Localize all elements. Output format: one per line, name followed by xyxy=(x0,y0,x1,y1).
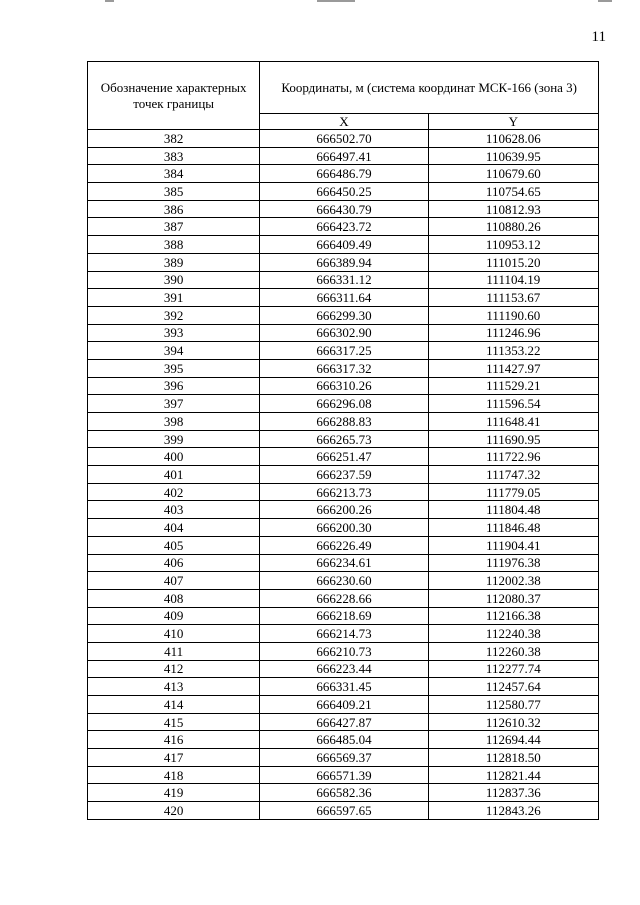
point-cell: 408 xyxy=(88,589,260,607)
y-cell: 112277.74 xyxy=(428,660,598,678)
point-cell: 415 xyxy=(88,713,260,731)
y-cell: 111596.54 xyxy=(428,395,598,413)
table-row xyxy=(88,766,599,784)
y-cell: 112080.37 xyxy=(428,589,598,607)
x-cell: 666409.49 xyxy=(260,236,428,254)
y-cell: 111190.60 xyxy=(428,306,598,324)
y-cell: 111747.32 xyxy=(428,466,598,484)
scan-artifact-left xyxy=(105,0,114,2)
x-cell: 666409.21 xyxy=(260,696,428,714)
table-row xyxy=(88,678,599,696)
point-cell: 419 xyxy=(88,784,260,802)
x-cell: 666302.90 xyxy=(260,324,428,342)
table-row xyxy=(88,289,599,307)
x-cell: 666230.60 xyxy=(260,572,428,590)
header-coordinates: Координаты, м (система координат МСК-166 (зона 3) xyxy=(260,62,599,114)
table-row xyxy=(88,236,599,254)
point-cell: 394 xyxy=(88,342,260,360)
point-cell: 412 xyxy=(88,660,260,678)
point-cell: 398 xyxy=(88,413,260,431)
point-cell: 409 xyxy=(88,607,260,625)
table-row xyxy=(88,147,599,165)
header-x: X xyxy=(260,114,428,130)
table-row xyxy=(88,466,599,484)
y-cell: 110754.65 xyxy=(428,183,598,201)
table-row xyxy=(88,165,599,183)
x-cell: 666331.12 xyxy=(260,271,428,289)
point-cell: 405 xyxy=(88,536,260,554)
point-cell: 390 xyxy=(88,271,260,289)
scan-artifact-center xyxy=(317,0,355,2)
table-row xyxy=(88,395,599,413)
page-number: 11 xyxy=(591,29,606,45)
x-cell: 666311.64 xyxy=(260,289,428,307)
x-cell: 666497.41 xyxy=(260,147,428,165)
y-cell: 111529.21 xyxy=(428,377,598,395)
point-cell: 384 xyxy=(88,165,260,183)
x-cell: 666226.49 xyxy=(260,536,428,554)
x-cell: 666423.72 xyxy=(260,218,428,236)
point-cell: 399 xyxy=(88,430,260,448)
point-cell: 393 xyxy=(88,324,260,342)
point-cell: 401 xyxy=(88,466,260,484)
point-cell: 406 xyxy=(88,554,260,572)
point-cell: 400 xyxy=(88,448,260,466)
y-cell: 112457.64 xyxy=(428,678,598,696)
point-cell: 396 xyxy=(88,377,260,395)
table-row xyxy=(88,324,599,342)
point-cell: 411 xyxy=(88,642,260,660)
x-cell: 666427.87 xyxy=(260,713,428,731)
table-row xyxy=(88,183,599,201)
x-cell: 666251.47 xyxy=(260,448,428,466)
y-cell: 112821.44 xyxy=(428,766,598,784)
table-row xyxy=(88,660,599,678)
x-cell: 666213.73 xyxy=(260,483,428,501)
point-cell: 385 xyxy=(88,183,260,201)
y-cell: 112694.44 xyxy=(428,731,598,749)
y-cell: 111246.96 xyxy=(428,324,598,342)
x-cell: 666310.26 xyxy=(260,377,428,395)
y-cell: 112260.38 xyxy=(428,642,598,660)
table-row xyxy=(88,359,599,377)
table-row xyxy=(88,536,599,554)
x-cell: 666502.70 xyxy=(260,130,428,148)
y-cell: 112818.50 xyxy=(428,749,598,767)
x-cell: 666582.36 xyxy=(260,784,428,802)
point-cell: 386 xyxy=(88,200,260,218)
point-cell: 392 xyxy=(88,306,260,324)
y-cell: 111722.96 xyxy=(428,448,598,466)
table-row xyxy=(88,253,599,271)
point-cell: 407 xyxy=(88,572,260,590)
table-row xyxy=(88,306,599,324)
y-cell: 111804.48 xyxy=(428,501,598,519)
y-cell: 112610.32 xyxy=(428,713,598,731)
header-y: Y xyxy=(428,114,598,130)
x-cell: 666389.94 xyxy=(260,253,428,271)
point-cell: 413 xyxy=(88,678,260,696)
point-cell: 382 xyxy=(88,130,260,148)
header-point-designation: Обозначение характерных точек границы xyxy=(88,62,260,130)
x-cell: 666569.37 xyxy=(260,749,428,767)
table-header-row xyxy=(88,62,599,114)
y-cell: 111648.41 xyxy=(428,413,598,431)
x-cell: 666210.73 xyxy=(260,642,428,660)
x-cell: 666200.26 xyxy=(260,501,428,519)
x-cell: 666214.73 xyxy=(260,625,428,643)
point-cell: 397 xyxy=(88,395,260,413)
point-cell: 402 xyxy=(88,483,260,501)
x-cell: 666486.79 xyxy=(260,165,428,183)
table-row xyxy=(88,554,599,572)
y-cell: 112837.36 xyxy=(428,784,598,802)
y-cell: 110953.12 xyxy=(428,236,598,254)
table-body xyxy=(88,130,599,820)
x-cell: 666317.25 xyxy=(260,342,428,360)
table-row xyxy=(88,501,599,519)
point-cell: 414 xyxy=(88,696,260,714)
x-cell: 666200.30 xyxy=(260,519,428,537)
table-row xyxy=(88,377,599,395)
coordinates-table xyxy=(87,61,599,820)
table-row xyxy=(88,784,599,802)
point-cell: 388 xyxy=(88,236,260,254)
table-row xyxy=(88,572,599,590)
point-cell: 391 xyxy=(88,289,260,307)
x-cell: 666234.61 xyxy=(260,554,428,572)
y-cell: 111779.05 xyxy=(428,483,598,501)
table-row xyxy=(88,642,599,660)
x-cell: 666571.39 xyxy=(260,766,428,784)
x-cell: 666228.66 xyxy=(260,589,428,607)
table-row xyxy=(88,483,599,501)
y-cell: 111904.41 xyxy=(428,536,598,554)
table-row xyxy=(88,342,599,360)
y-cell: 111427.97 xyxy=(428,359,598,377)
point-cell: 404 xyxy=(88,519,260,537)
table-row xyxy=(88,589,599,607)
x-cell: 666299.30 xyxy=(260,306,428,324)
y-cell: 111153.67 xyxy=(428,289,598,307)
x-cell: 666485.04 xyxy=(260,731,428,749)
table-row xyxy=(88,200,599,218)
y-cell: 111690.95 xyxy=(428,430,598,448)
table-row xyxy=(88,130,599,148)
y-cell: 110639.95 xyxy=(428,147,598,165)
point-cell: 387 xyxy=(88,218,260,236)
x-cell: 666597.65 xyxy=(260,802,428,820)
point-cell: 403 xyxy=(88,501,260,519)
x-cell: 666265.73 xyxy=(260,430,428,448)
table-row xyxy=(88,607,599,625)
point-cell: 416 xyxy=(88,731,260,749)
y-cell: 111015.20 xyxy=(428,253,598,271)
x-cell: 666317.32 xyxy=(260,359,428,377)
y-cell: 111104.19 xyxy=(428,271,598,289)
table-row xyxy=(88,413,599,431)
scan-artifact-right xyxy=(598,0,612,2)
y-cell: 111846.48 xyxy=(428,519,598,537)
x-cell: 666288.83 xyxy=(260,413,428,431)
x-cell: 666218.69 xyxy=(260,607,428,625)
point-cell: 418 xyxy=(88,766,260,784)
table-row xyxy=(88,218,599,236)
x-cell: 666450.25 xyxy=(260,183,428,201)
y-cell: 112240.38 xyxy=(428,625,598,643)
table-row xyxy=(88,731,599,749)
y-cell: 111976.38 xyxy=(428,554,598,572)
table-row xyxy=(88,802,599,820)
table-row xyxy=(88,713,599,731)
point-cell: 417 xyxy=(88,749,260,767)
y-cell: 112580.77 xyxy=(428,696,598,714)
table-row xyxy=(88,519,599,537)
y-cell: 112002.38 xyxy=(428,572,598,590)
y-cell: 110812.93 xyxy=(428,200,598,218)
x-cell: 666237.59 xyxy=(260,466,428,484)
y-cell: 110880.26 xyxy=(428,218,598,236)
table-row xyxy=(88,271,599,289)
x-cell: 666430.79 xyxy=(260,200,428,218)
x-cell: 666331.45 xyxy=(260,678,428,696)
table-row xyxy=(88,448,599,466)
table-row xyxy=(88,749,599,767)
x-cell: 666296.08 xyxy=(260,395,428,413)
table-row xyxy=(88,430,599,448)
point-cell: 410 xyxy=(88,625,260,643)
y-cell: 112166.38 xyxy=(428,607,598,625)
y-cell: 110628.06 xyxy=(428,130,598,148)
point-cell: 395 xyxy=(88,359,260,377)
point-cell: 420 xyxy=(88,802,260,820)
point-cell: 389 xyxy=(88,253,260,271)
y-cell: 112843.26 xyxy=(428,802,598,820)
table-row xyxy=(88,625,599,643)
y-cell: 111353.22 xyxy=(428,342,598,360)
point-cell: 383 xyxy=(88,147,260,165)
x-cell: 666223.44 xyxy=(260,660,428,678)
y-cell: 110679.60 xyxy=(428,165,598,183)
table-row xyxy=(88,696,599,714)
